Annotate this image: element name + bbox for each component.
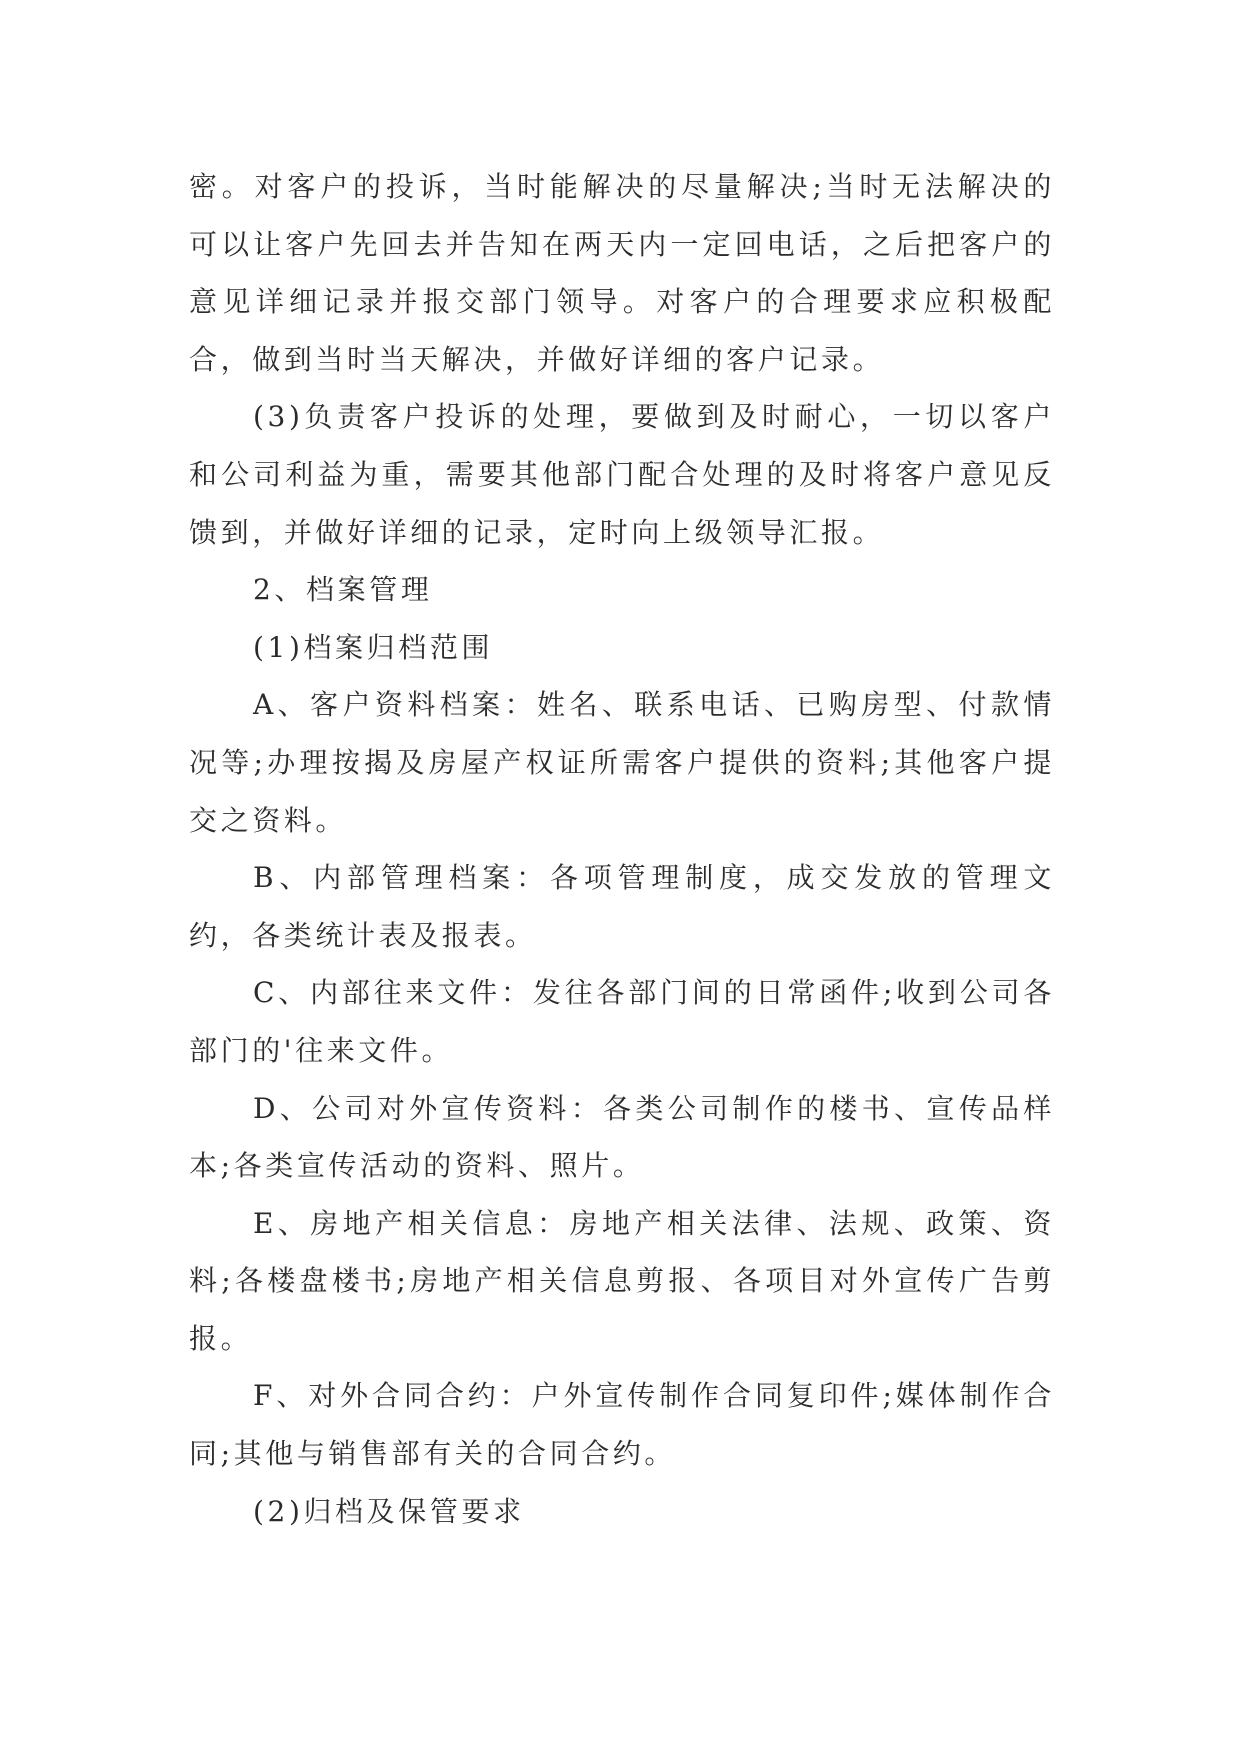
paragraph-item-c: C、内部往来文件：发往各部门间的日常函件;收到公司各部门的'往来文件。 — [189, 976, 1055, 1067]
paragraph-complaint-continuation: 密。对客户的投诉，当时能解决的尽量解决;当时无法解决的可以让客户先回去并告知在两天内一定回电话，之后把客户的意见详细记录并报交部门领导。对客户的合理要求应积极配合，做到当时当天解决，并做好详细的客户记录。 — [189, 170, 1055, 376]
paragraph-item-d: D、公司对外宣传资料：各类公司制作的楼书、宣传品样本;各类宣传活动的资料、照片。 — [189, 1091, 1055, 1183]
document-body — [189, 158, 1055, 1540]
paragraph-item-f: F、对外合同合约：户外宣传制作合同复印件;媒体制作合同;其他与销售部有关的合同合约。 — [189, 1379, 1055, 1471]
paragraph-complaint-handling: (3)负责客户投诉的处理，要做到及时耐心，一切以客户和公司利益为重，需要其他部门配合处理的及时将客户意见反馈到，并做好详细的记录，定时向上级领导汇报。 — [189, 400, 1055, 549]
subheading-filing-requirements: (2)归档及保管要求 — [253, 1494, 525, 1528]
paragraph-item-e: E、房地产相关信息：房地产相关法律、法规、政策、资料;各楼盘楼书;房地产相关信息剪报、各项目对外宣传广告剪报。 — [189, 1206, 1055, 1355]
paragraph-item-b: B、内部管理档案：各项管理制度，成交发放的管理文约，各类统计表及报表。 — [189, 861, 1055, 952]
paragraph-item-a: A、客户资料档案：姓名、联系电话、已购房型、付款情况等;办理按揭及房屋产权证所需客户提供的资料;其他客户提交之资料。 — [189, 688, 1055, 837]
section-heading-archive-management: 2、档案管理 — [253, 573, 433, 607]
subheading-archive-scope: (1)档案归档范围 — [253, 630, 494, 664]
